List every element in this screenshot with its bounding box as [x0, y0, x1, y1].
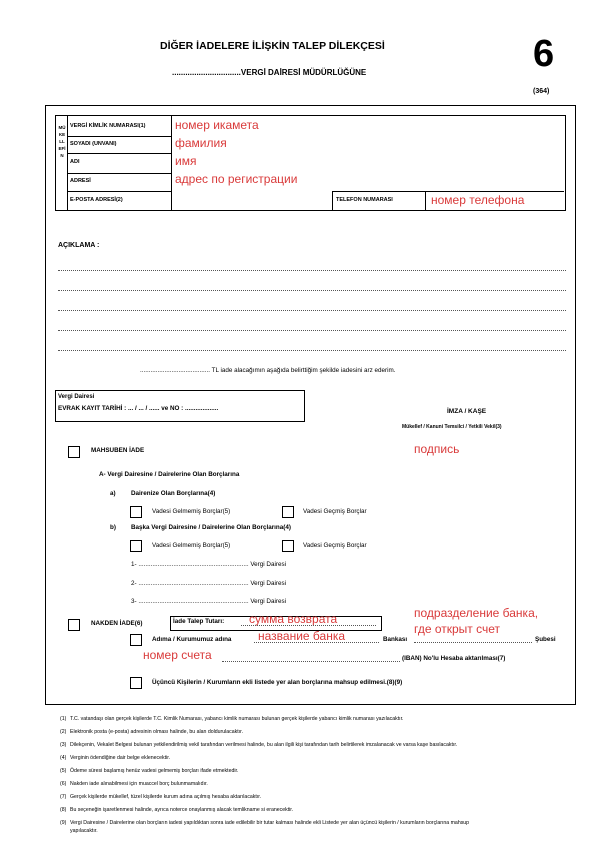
offset-refund-checkbox[interactable] [68, 446, 80, 458]
a-unmatured-label: Vadesi Gelmemiş Borçlar(5) [152, 508, 231, 515]
refund-amount-value[interactable]: сумма возврата [249, 612, 338, 626]
taxpayer-side-label: MÜKELLEFİN [58, 125, 66, 158]
branch-note[interactable]: подразделение банка, где открыт счет [414, 606, 539, 636]
explanation-line[interactable] [58, 270, 566, 271]
b-unmatured-label: Vadesi Gelmemiş Borçlar(5) [152, 542, 231, 549]
form-subtitle: ...............................VERGİ DAİRESİ MÜDÜRLÜĞÜNE [172, 68, 367, 77]
footnote: (4) Verginin ödendiğine dair belge eklenecektir. [60, 755, 171, 761]
label-phone: TELEFON NUMARASI [336, 197, 393, 203]
own-account-label: Adıma / Kurumumuz adına [152, 636, 232, 643]
name-value[interactable]: имя [175, 154, 197, 168]
label-tax-id: VERGİ KİMLİK NUMARASI(1) [70, 123, 146, 129]
refund-amount-label: İade Talep Tutarı: [173, 618, 225, 625]
signature-subtitle: Mükellef / Kanuni Temsilci / Yetkili Vekil(3) [402, 424, 502, 430]
bank-label: Bankası [383, 636, 408, 643]
form-title: DİĞER İADELERE İLİŞKİN TALEP DİLEKÇESİ [160, 40, 385, 52]
surname-value[interactable]: фамилия [175, 136, 227, 150]
cash-refund-label: NAKDEN İADE(6) [91, 620, 143, 627]
form-code: (364) [533, 88, 550, 95]
form-number: 6 [533, 33, 555, 75]
tax-id-value[interactable]: номер икамета [175, 118, 259, 132]
b-overdue-label: Vadesi Geçmiş Borçlar [303, 542, 367, 549]
branch-label: Şubesi [535, 636, 556, 643]
explanation-label: AÇIKLAMA : [58, 242, 100, 249]
own-account-checkbox[interactable] [130, 634, 142, 646]
footnote: yapılacaktır. [70, 828, 98, 834]
section-a-label: a) [110, 490, 116, 497]
iban-label: (IBAN) No'lu Hesaba aktarılması(7) [402, 655, 506, 662]
label-name: ADI [70, 159, 80, 165]
footnote: (9) Vergi Dairesine / Dairelerine olan borçların iadesi yapıldıktan sonra iade edilebilir bir tutar kalması halinde ekli Listede yer alan üçüncü kişilerin / kurumların borçlarına mahsup [60, 820, 470, 826]
footnote: (1) T.C. vatandaşı olan gerçek kişilerde T.C. Kimlik Numarası, yabancı kimlik numarası bulunan gerçek kişilerde yabancı kimlik numarası yazılacaktır. [60, 716, 404, 722]
b-overdue-checkbox[interactable] [282, 540, 294, 552]
explanation-line[interactable] [58, 310, 566, 311]
phone-value[interactable]: номер телефона [431, 193, 525, 207]
a-unmatured-checkbox[interactable] [130, 506, 142, 518]
cash-refund-checkbox[interactable] [68, 619, 80, 631]
section-a-sub: Dairenize Olan Borçlarına(4) [131, 490, 216, 497]
label-email: E-POSTA ADRESİ(2) [70, 197, 123, 203]
tax-office-line-3[interactable]: 3- ............................................................... Vergi Dairesi [131, 598, 287, 605]
explanation-line[interactable] [58, 330, 566, 331]
explanation-line[interactable] [58, 350, 566, 351]
section-a-title: A- Vergi Dairesine / Dairelerine Olan Borçlarına [99, 471, 240, 478]
a-overdue-checkbox[interactable] [282, 506, 294, 518]
label-surname: SOYADI (UNVANI) [70, 141, 117, 147]
explanation-line[interactable] [58, 290, 566, 291]
registry-date-no: EVRAK KAYIT TARİHİ : ... / ... / ...... ve NO : ................... [58, 405, 219, 412]
section-b-sub: Başka Vergi Dairesine / Dairelerine Olan Borçlarına(4) [131, 524, 291, 531]
footnote: (7) Gerçek kişilerde mükellef, tüzel kişilerde kurum adına açılmış hesaba aktarılacaktır. [60, 794, 262, 800]
label-address: ADRESİ [70, 178, 91, 184]
footnote: (2) Elektronik posta (e-posta) adresinin olması halinde, bu alan doldurulacaktır. [60, 729, 244, 735]
a-overdue-label: Vadesi Geçmiş Borçlar [303, 508, 367, 515]
offset-refund-label: MAHSUBEN İADE [91, 447, 145, 454]
tax-office-line-1[interactable]: 1- ............................................................... Vergi Dairesi [131, 561, 287, 568]
footnote: (6) Nakden iade alınabilmesi için muaccel borç bulunmamalıdır. [60, 781, 208, 787]
footnote: (3) Dilekçenin, Vekalet Belgesi bulunan yetkilendirilmiş vekil tarafından verilmesi halinde, bu alan ilgili kişi tarafından tarih belirtilerek imzalanacak ve varsa kaşe basılacaktır. [60, 742, 458, 748]
section-b-label: b) [110, 524, 116, 531]
third-party-checkbox[interactable] [130, 677, 142, 689]
request-text: ........................................ TL iade alacağımın aşağıda belirttiğim şekilde iadesini arz ederim. [140, 367, 396, 374]
b-unmatured-checkbox[interactable] [130, 540, 142, 552]
signature-title: İMZA / KAŞE [447, 408, 487, 415]
signature-note[interactable]: подпись [414, 442, 460, 456]
registry-office: Vergi Dairesi [58, 394, 95, 400]
footnote: (5) Ödeme süresi başlamış henüz vadesi gelmemiş borçları ifade etmektedir. [60, 768, 239, 774]
footnote: (8) Bu seçeneğin işaretlenmesi halinde, ayrıca noterce onaylanmış alacak temlikname si eranecektir. [60, 807, 294, 813]
address-value[interactable]: адрес по регистрации [175, 172, 298, 186]
bank-name-value[interactable]: название банка [258, 629, 346, 643]
tax-office-line-2[interactable]: 2- ............................................................... Vergi Dairesi [131, 580, 287, 587]
third-party-label: Üçüncü Kişilerin / Kurumların ekli listede yer alan borçlarına mahsup edilmesi.(8)(9) [152, 679, 403, 686]
account-number-value[interactable]: номер счета [143, 648, 212, 662]
